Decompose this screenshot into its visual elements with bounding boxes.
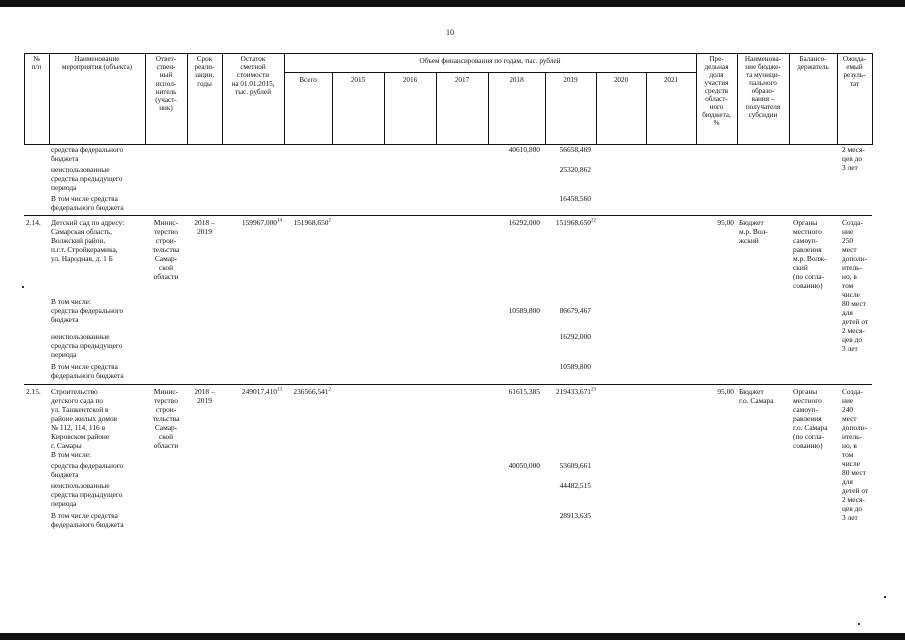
- col-num-header: № п/п: [31, 55, 42, 72]
- col-2019-header: 2019: [563, 76, 578, 84]
- col-2016-header: 2016: [402, 76, 418, 84]
- col-share-header: Пре- дельная доля участия средств област- ного бюджета, %: [702, 55, 731, 127]
- col-2015-header: 2015: [350, 76, 366, 84]
- col-term-header: Срок реали- зации, годы: [194, 55, 215, 88]
- col-2020-header: 2020: [613, 76, 629, 84]
- col-result-header: Ожида- емый резуль- тат: [842, 55, 867, 88]
- row-separator: [24, 384, 872, 385]
- col-2018-header: 2018: [509, 76, 524, 84]
- header-bottom-line: [24, 144, 872, 145]
- scan-speck: [858, 623, 860, 625]
- col-responsible-header: Ответ- ствен- ный испол- нитель (участ- ник): [155, 55, 177, 113]
- scan-speck: [884, 596, 886, 598]
- item-number: 2.15.: [26, 387, 41, 396]
- page-number: 10: [446, 28, 454, 37]
- col-2021-header: 2021: [663, 76, 679, 84]
- top-border: [0, 0, 905, 7]
- funding-header: Объем финансирования по годам, тыс. рублей: [419, 57, 561, 65]
- col-holder-header: Балансо- держатель: [797, 55, 829, 72]
- col-2017-header: 2017: [454, 76, 470, 84]
- col-total-header: Всего: [299, 76, 317, 84]
- funding-subheader-line: [284, 72, 696, 73]
- row-separator: [24, 215, 872, 216]
- col-budget-header: Наименова- ние бюдже- та муници- пального образо- вания – получателя субсидии: [744, 55, 782, 119]
- header-top-line: [24, 53, 872, 54]
- col-remaining-header: Остаток сметной стоимости на 01.01.2015, тыс. рублей: [231, 55, 275, 96]
- bottom-border: [0, 633, 905, 640]
- item-number: 2.14.: [26, 218, 41, 227]
- col-name-header: Наименование мероприятия (объекта): [61, 55, 133, 72]
- scan-speck: [22, 286, 24, 288]
